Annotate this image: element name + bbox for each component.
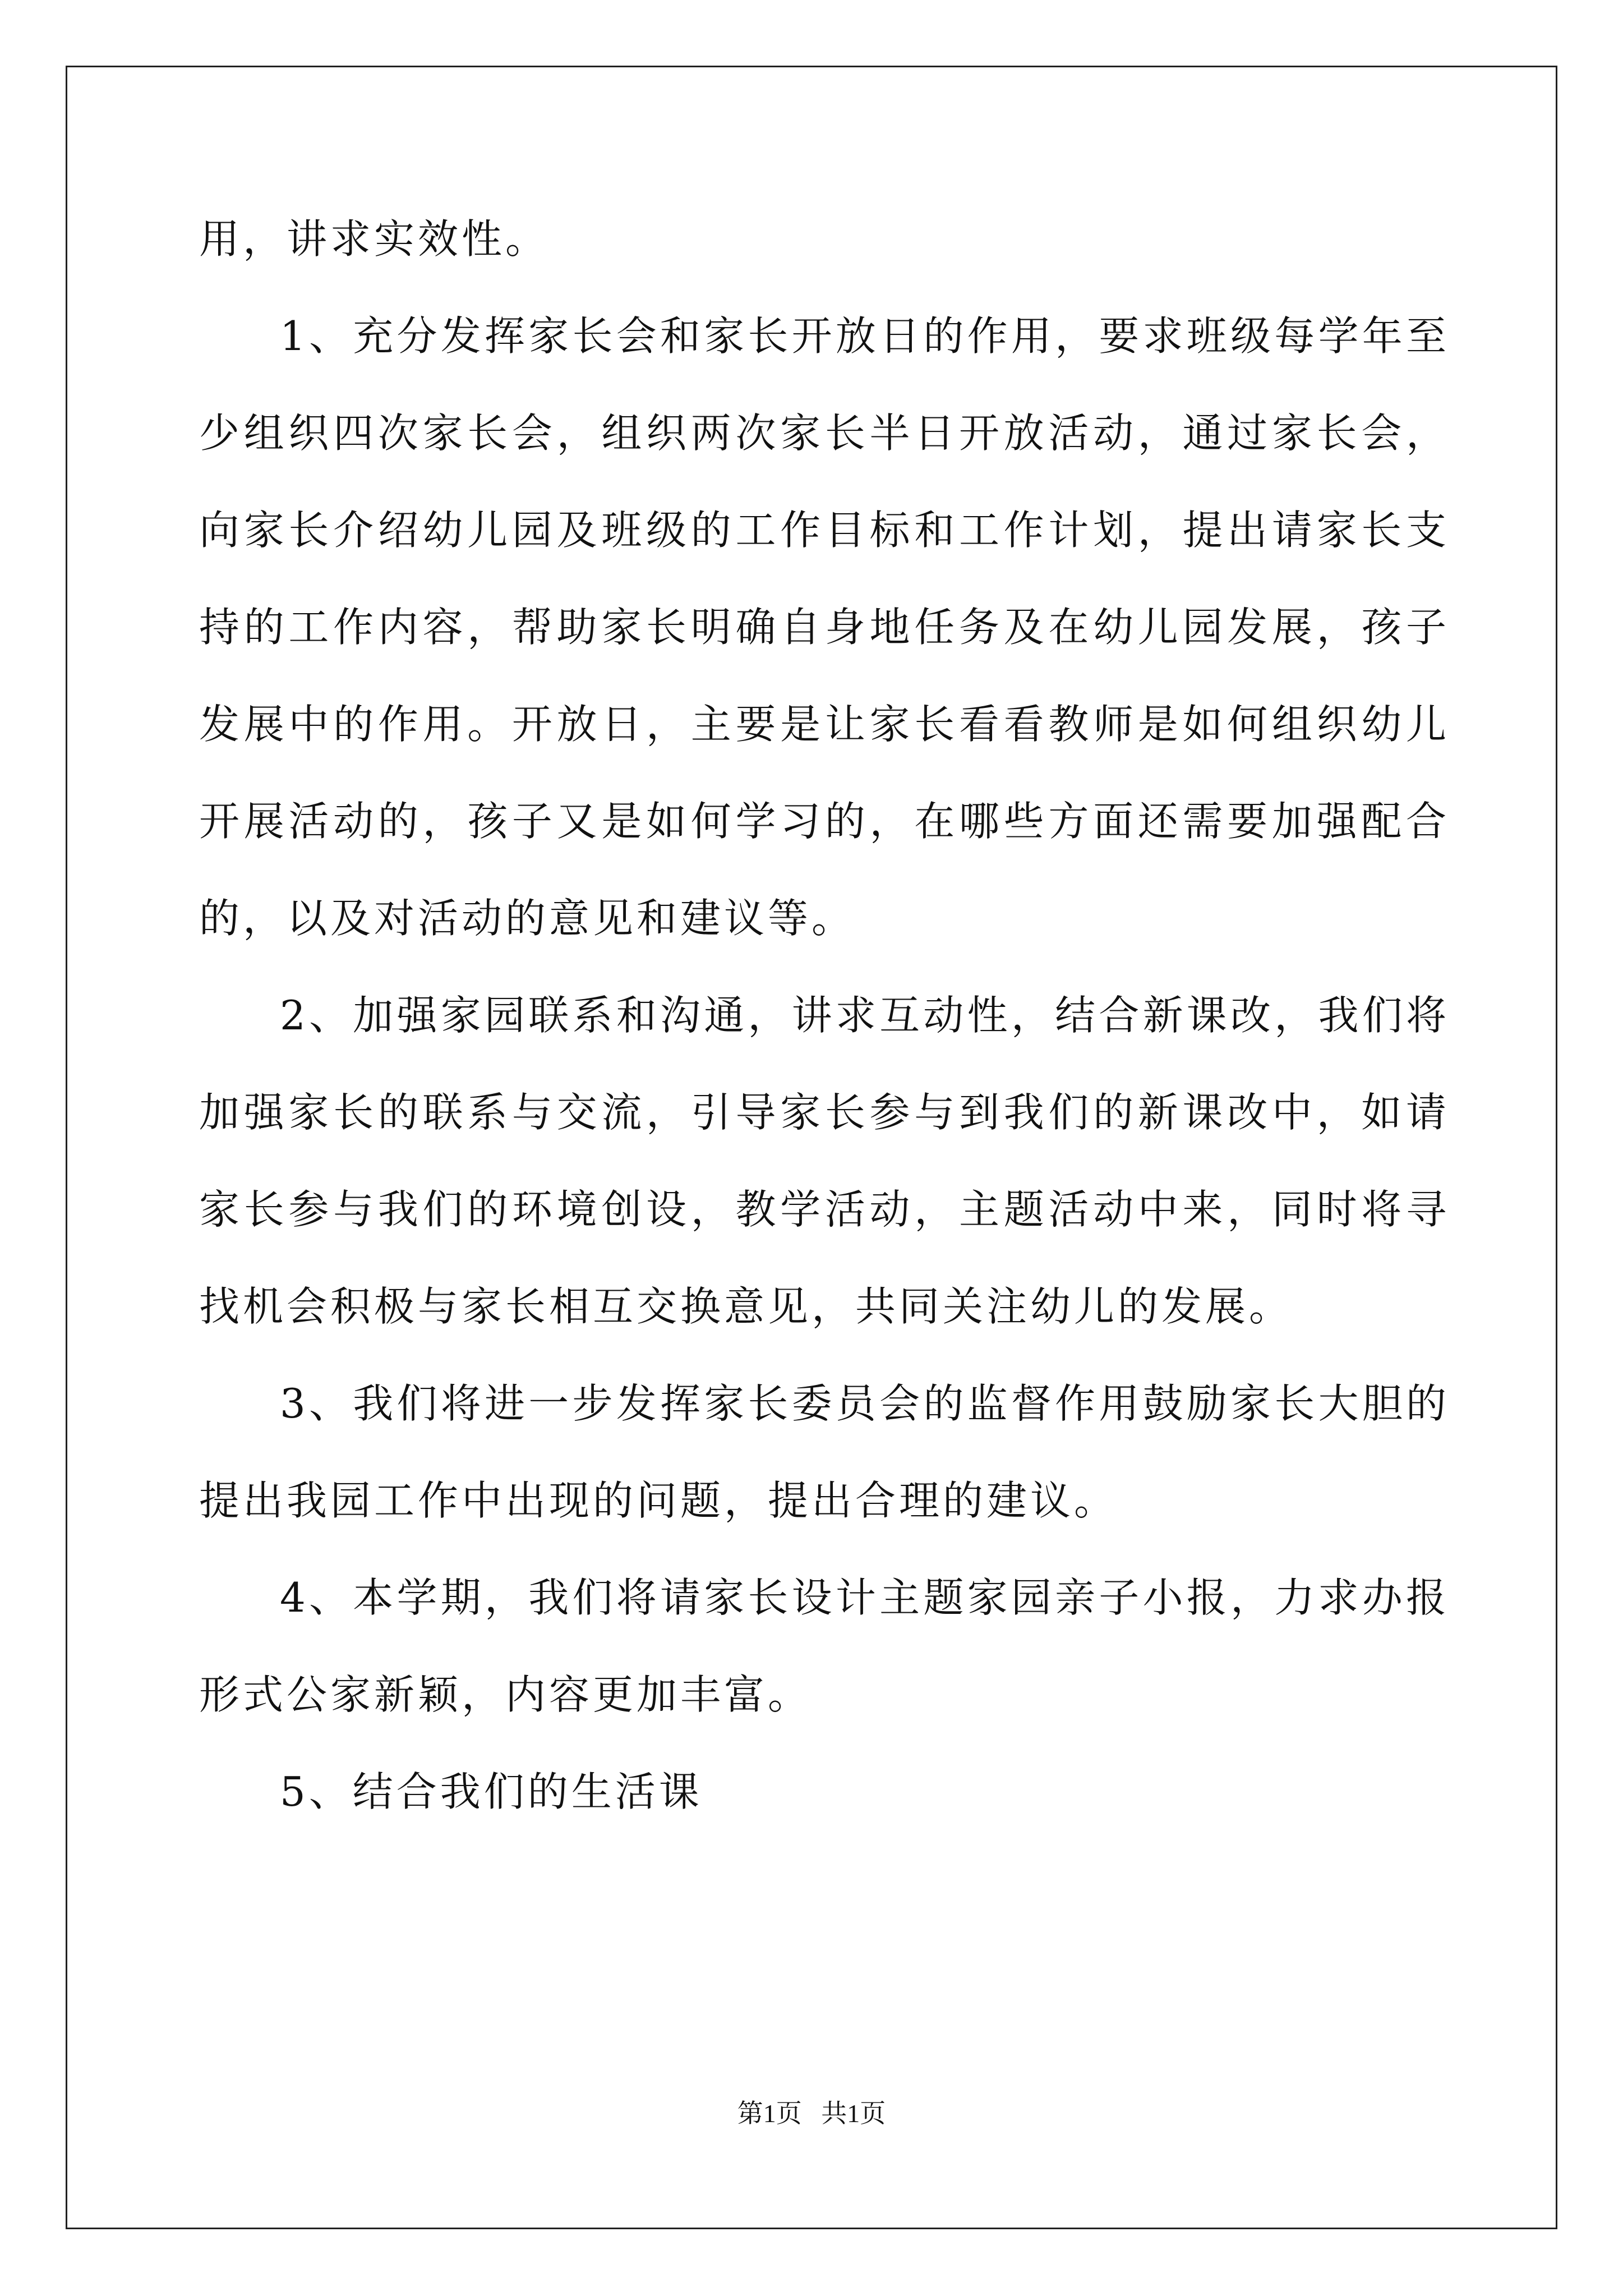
paragraph-item-5: 5、结合我们的生活课 — [280, 1768, 703, 1815]
paragraph-item-2: 2、加强家园联系和沟通，讲求互动性，结合新课改，我们将加强家长的联系与交流，引导家长参与到我们的新课改中，如请家长参与我们的环境创设，教学活动，主题活动中来，同时将寻找机会积极与家长相互交换意见，共同关注幼儿的发展。 — [199, 992, 1450, 1330]
page-footer — [0, 2097, 1623, 2131]
page-total: 共1页 — [821, 2099, 886, 2128]
paragraph-item-1: 1、充分发挥家长会和家长开放日的作用，要求班级每学年至少组织四次家长会，组织两次家长半日开放活动，通过家长会，向家长介绍幼儿园及班级的工作目标和工作计划，提出请家长支持的工作内容，帮助家长明确自身地任务及在幼儿园发展，孩子发展中的作用。开放日，主要是让家长看看教师是如何组织幼儿开展活动的，孩子又是如何学习的，在哪些方面还需要加强配合的，以及对活动的意见和建议等。 — [199, 312, 1450, 942]
document-body — [199, 191, 1450, 1841]
paragraph-item-4: 4、本学期，我们将请家长设计主题家园亲子小报，力求办报形式公家新颖，内容更加丰富。 — [199, 1574, 1450, 1718]
paragraph-item-3: 3、我们将进一步发挥家长委员会的监督作用鼓励家长大胆的提出我园工作中出现的问题，提出合理的建议。 — [199, 1380, 1450, 1524]
page-number: 第1页 — [737, 2099, 802, 2128]
paragraph-continuation: 用，讲求实效性。 — [199, 215, 550, 263]
